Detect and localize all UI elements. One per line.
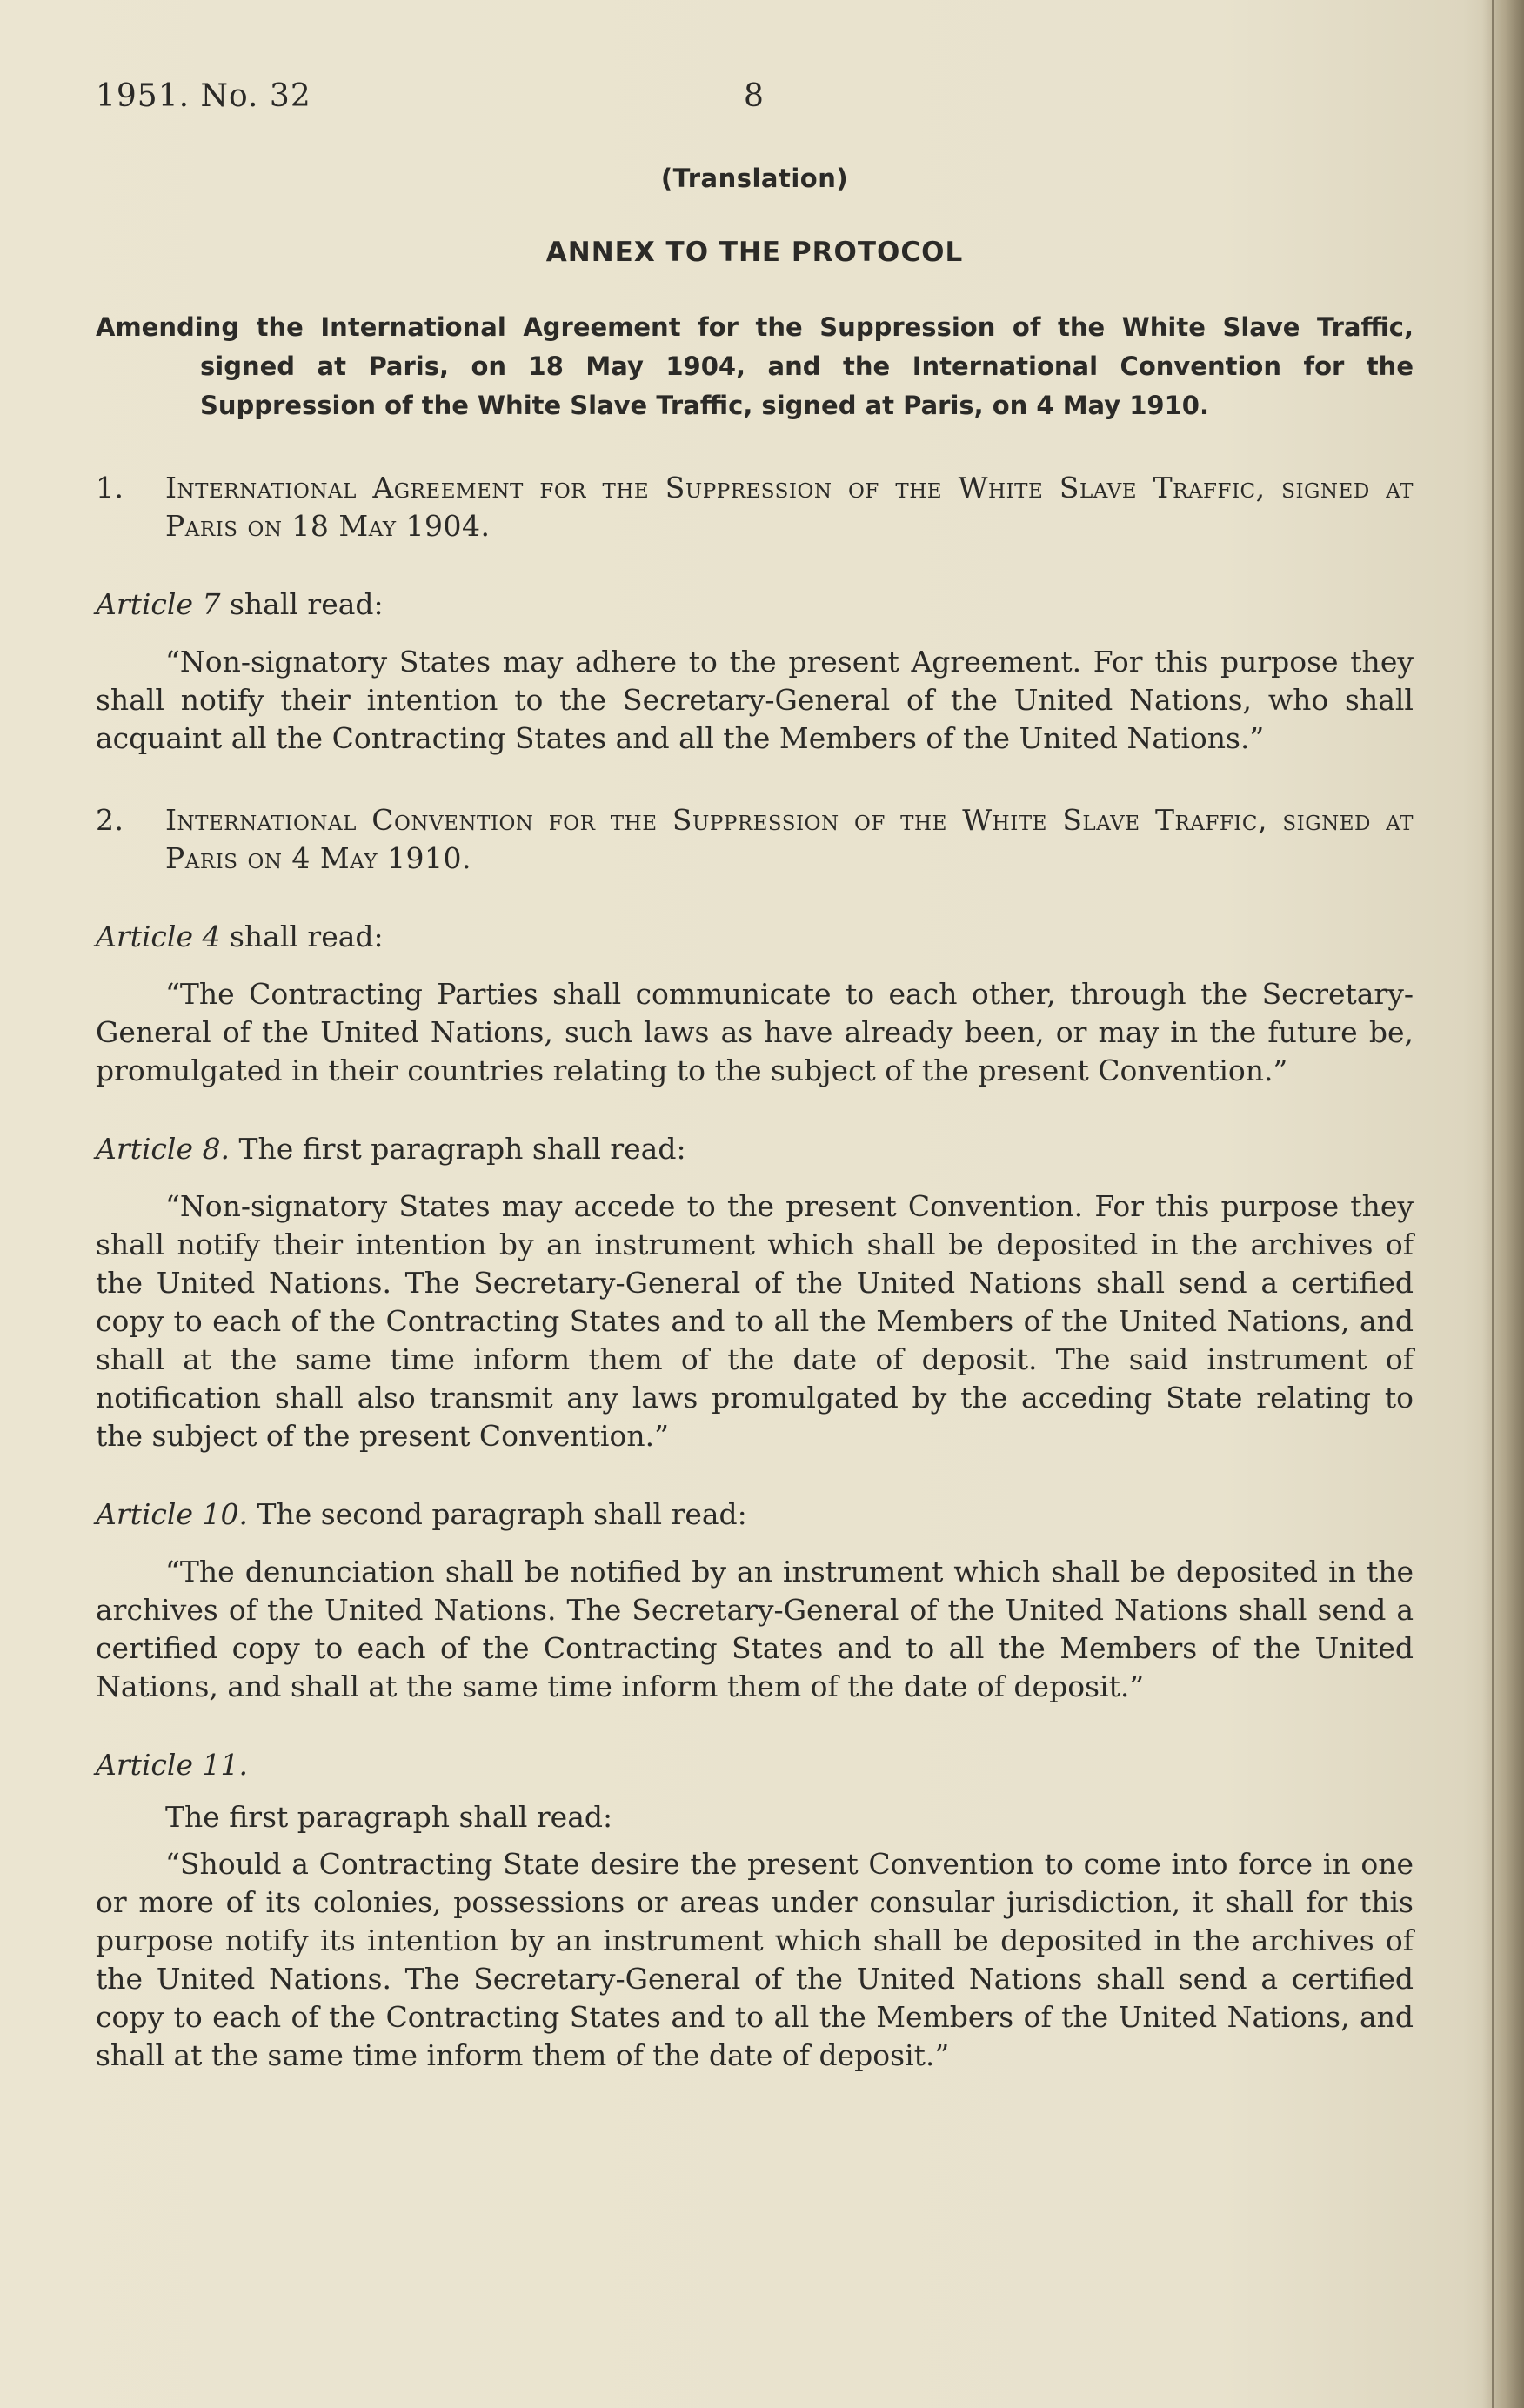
article-4-line [96, 918, 1414, 956]
article-11-ref: Article 11. [96, 1748, 248, 1782]
article-10-ref: Article 10. [96, 1497, 248, 1531]
article-4-instruction: shall read: [220, 920, 384, 953]
article-7-instruction: shall read: [220, 587, 384, 621]
annex-subtitle: Amending the International Agreement for the Suppression of the White Slave Traffic, signed at Paris, on 18 May 1904, and the International Convention for the Suppression of the White Slave Traffic, signed at Paris, on 4 May 1910. [96, 312, 1414, 420]
page-number: 8 [744, 78, 765, 114]
article-4-text: “The Contracting Parties shall communicate to each other, through the Secretary-General of the United Nations, such laws as have already been, or may in the future be, promulgated in their countries relating to the subject of the present Convention.” [96, 977, 1414, 1087]
article-11-line [96, 1746, 1414, 1784]
article-10-line [96, 1495, 1414, 1534]
section-1-title: International Agreement for the Suppression of the White Slave Traffic, signed at Paris on 18 May 1904. [165, 471, 1414, 543]
binding-edge-line [1492, 0, 1494, 2408]
article-10-instruction: The second paragraph shall read: [247, 1497, 747, 1531]
article-11-text: “Should a Contracting State desire the present Convention to come into force in one or more of its colonies, possessions or areas under consular jurisdiction, it shall for this purpose notify its intention by an instrument which shall be deposited in the archives of the United Nations. The Secretary-General of the United Nations shall send a certified copy to each of the Contracting States and to all the Members of the United Nations, and shall at the same time inform them of the date of deposit.” [96, 1847, 1414, 2072]
page-content [96, 78, 1414, 2075]
section-1-number: 1. [96, 471, 124, 505]
article-4-ref: Article 4 [96, 920, 221, 953]
section-2-title: International Convention for the Suppression of the White Slave Traffic, signed at Paris on 4 May 1910. [165, 803, 1414, 875]
article-10-text: “The denunciation shall be notified by an instrument which shall be deposited in the archives of the United Nations. The Secretary-General of the United Nations shall send a certified copy to each of the Contracting States and to all the Members of the United Nations, and shall at the same time inform them of the date of deposit.” [96, 1555, 1414, 1703]
article-7-ref: Article 7 [96, 587, 221, 621]
running-head: 1951. No. 32 [96, 78, 311, 114]
article-8-instruction: The first paragraph shall read: [229, 1132, 686, 1166]
page-header [96, 78, 1414, 130]
article-8-text: “Non-signatory States may accede to the present Convention. For this purpose they shall notify their intention by an instrument which shall be deposited in the archives of the United Nations. The Secretary-General of the United Nations shall send a certified copy to each of the Contracting States and to all the Members of the United Nations, and shall at the same time inform them of the date of deposit. The said instrument of notification shall also transmit any laws promulgated by the acceding State relating to the subject of the present Convention.” [96, 1189, 1414, 1453]
section-1-heading [96, 469, 1414, 545]
article-7-line [96, 585, 1414, 624]
binding-shadow [1482, 0, 1524, 2408]
article-8-ref: Article 8. [96, 1132, 230, 1166]
article-11-instruction: The first paragraph shall read: [165, 1800, 613, 1834]
section-2-heading [96, 801, 1414, 878]
section-2-number: 2. [96, 803, 124, 837]
article-7-text: “Non-signatory States may adhere to the present Agreement. For this purpose they shall notify their intention to the Secretary-General of the United Nations, who shall acquaint all the Contracting States and all the Members of the United Nations.” [96, 645, 1414, 755]
article-8-line [96, 1130, 1414, 1168]
annex-title: ANNEX TO THE PROTOCOL [545, 237, 964, 268]
translation-label: (Translation) [660, 164, 849, 193]
